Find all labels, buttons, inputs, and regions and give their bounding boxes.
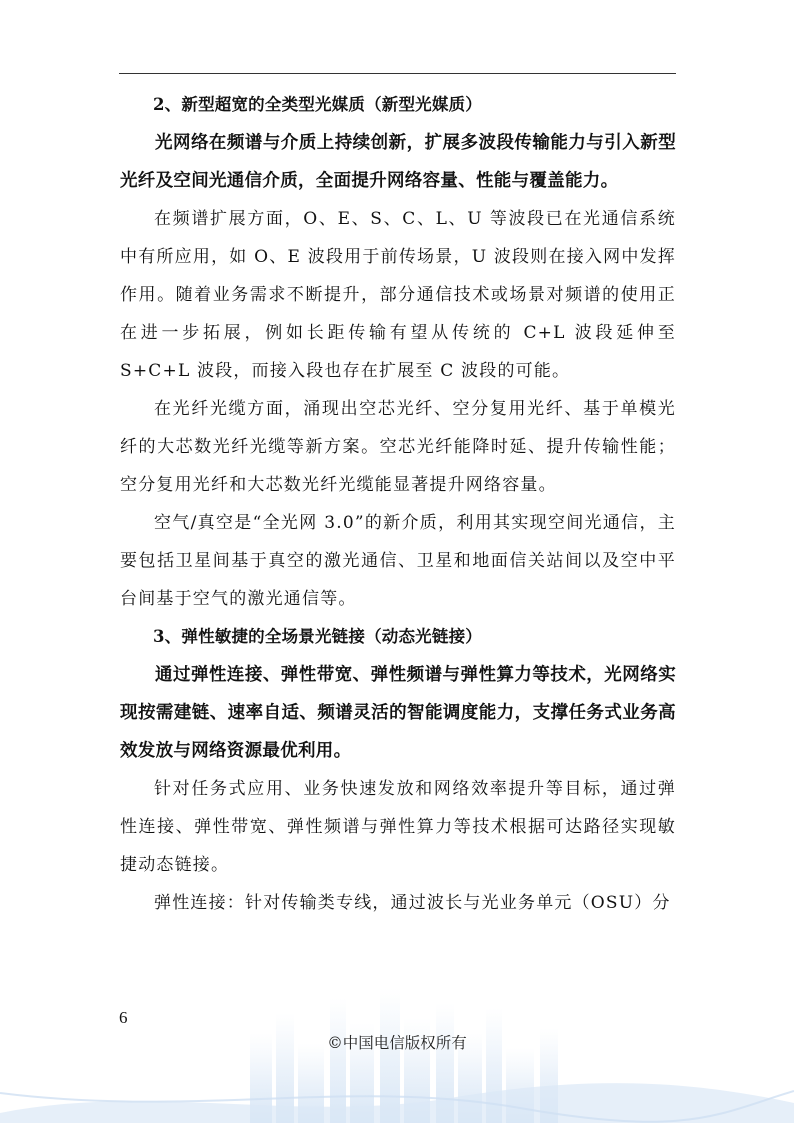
section-lead-2: 光网络在频谱与介质上持续创新，扩展多波段传输能力与引入新型光纤及空间光通信介质，全面提升网络容量、性能与覆盖能力。 [120,133,676,191]
section-lead-3: 通过弹性连接、弹性带宽、弹性频谱与弹性算力等技术，光网络实现按需建链、速率自适、频谱灵活的智能调度能力，支撑任务式业务高效发放与网络资源最优利用。 [120,665,676,761]
header-rule [119,73,676,74]
paragraph-fiber: 在光纤光缆方面，涌现出空芯光纤、空分复用光纤、基于单模光纤的大芯数光纤光缆等新方案。空芯光纤能降时延、提升传输性能；空分复用光纤和大芯数光纤光缆能显著提升网络容量。 [120,399,676,495]
section-heading-3: 3、弹性敏捷的全场景光链接（动态光链接） [153,627,482,646]
copyright-notice: ©中国电信版权所有 [327,1034,467,1052]
document-body [120,86,676,922]
paragraph-spectrum: 在频谱扩展方面，O、E、S、C、L、U 等波段已在光通信系统中有所应用，如 O、E 波段用于前传场景，U 波段则在接入网中发挥作用。随着业务需求不断提升，部分通信技术或场景对频谱的使用正在进一步拓展，例如长距传输有望从传统的 C+L 波段延伸至 S+C+L 波段，而接入段也存在扩展至 C 波段的可能。 [120,209,676,381]
section-heading-2: 2、新型超宽的全类型光媒质（新型光媒质） [153,95,482,114]
page-number: 6 [119,1008,128,1027]
paragraph-targets: 针对任务式应用、业务快速发放和网络效率提升等目标，通过弹性连接、弹性带宽、弹性频谱与弹性算力等技术根据可达路径实现敏捷动态链接。 [120,779,676,875]
paragraph-free-space: 空气/真空是“全光网 3.0”的新介质，利用其实现空间光通信，主要包括卫星间基于真空的激光通信、卫星和地面信关站间以及空中平台间基于空气的激光通信等。 [120,513,676,609]
paragraph-elastic-connection: 弹性连接：针对传输类专线，通过波长与光业务单元（OSU）分 [154,893,671,913]
